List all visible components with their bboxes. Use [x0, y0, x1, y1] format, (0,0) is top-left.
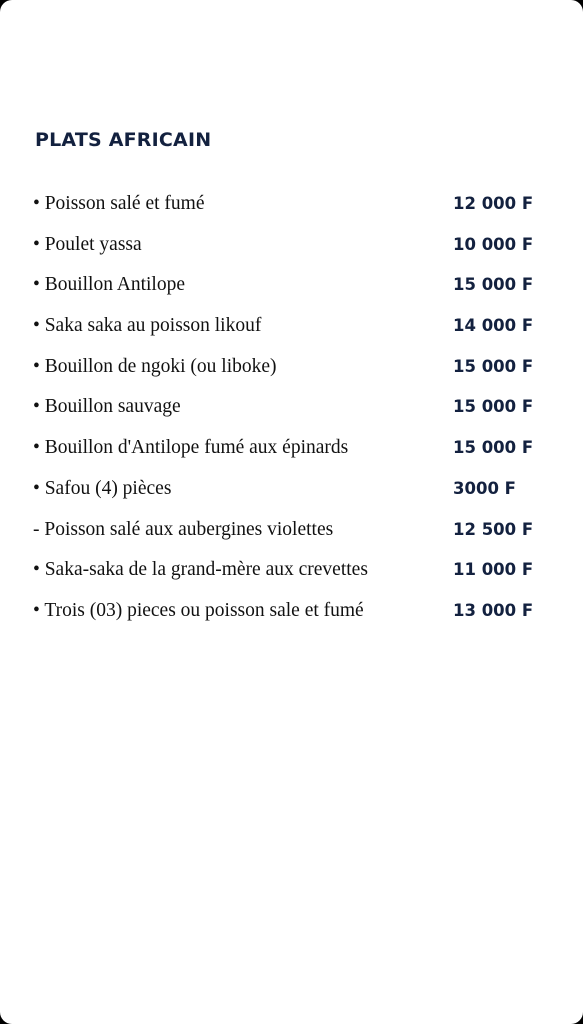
item-price: 12 500 F: [453, 519, 534, 539]
section-title: PLATS AFRICAIN: [35, 129, 212, 151]
item-price: 12 000 F: [453, 194, 534, 213]
list-item: [33, 225, 553, 266]
item-name: • Safou (4) pièces: [33, 477, 172, 499]
item-name: • Poisson salé et fumé: [33, 193, 205, 214]
list-item: [33, 550, 553, 591]
item-price: 11 000 F: [453, 560, 534, 580]
item-name: • Poulet yassa: [33, 233, 142, 255]
list-item: [33, 428, 553, 469]
item-name: - Poisson salé aux aubergines violettes: [33, 518, 334, 540]
item-name: • Bouillon Antilope: [33, 274, 186, 296]
item-name: • Bouillon d'Antilope fumé aux épinards: [33, 437, 349, 459]
item-price: 15 000 F: [453, 356, 534, 376]
item-price: 3000 F: [453, 478, 516, 498]
list-item: [33, 347, 553, 388]
item-name: • Bouillon de ngoki (ou liboke): [33, 355, 277, 377]
list-item: [33, 387, 553, 428]
item-name: • Saka-saka de la grand-mère aux crevettes: [33, 559, 368, 581]
item-name: • Trois (03) pieces ou poisson sale et fumé: [33, 599, 364, 621]
item-name: • Saka saka au poisson likouf: [33, 315, 262, 337]
item-price: 13 000 F: [453, 600, 534, 620]
item-price: 10 000 F: [453, 234, 534, 254]
item-price: 14 000 F: [453, 316, 534, 336]
list-item: [33, 184, 553, 225]
list-item: [33, 510, 553, 551]
list-item: [33, 591, 553, 632]
item-price: 15 000 F: [453, 275, 534, 295]
item-price: 15 000 F: [453, 438, 534, 458]
list-item: [33, 306, 553, 347]
list-item: [33, 265, 553, 306]
item-price: 15 000 F: [453, 397, 534, 417]
list-item: [33, 469, 553, 510]
menu-list: [33, 184, 553, 632]
item-name: • Bouillon sauvage: [33, 396, 181, 418]
